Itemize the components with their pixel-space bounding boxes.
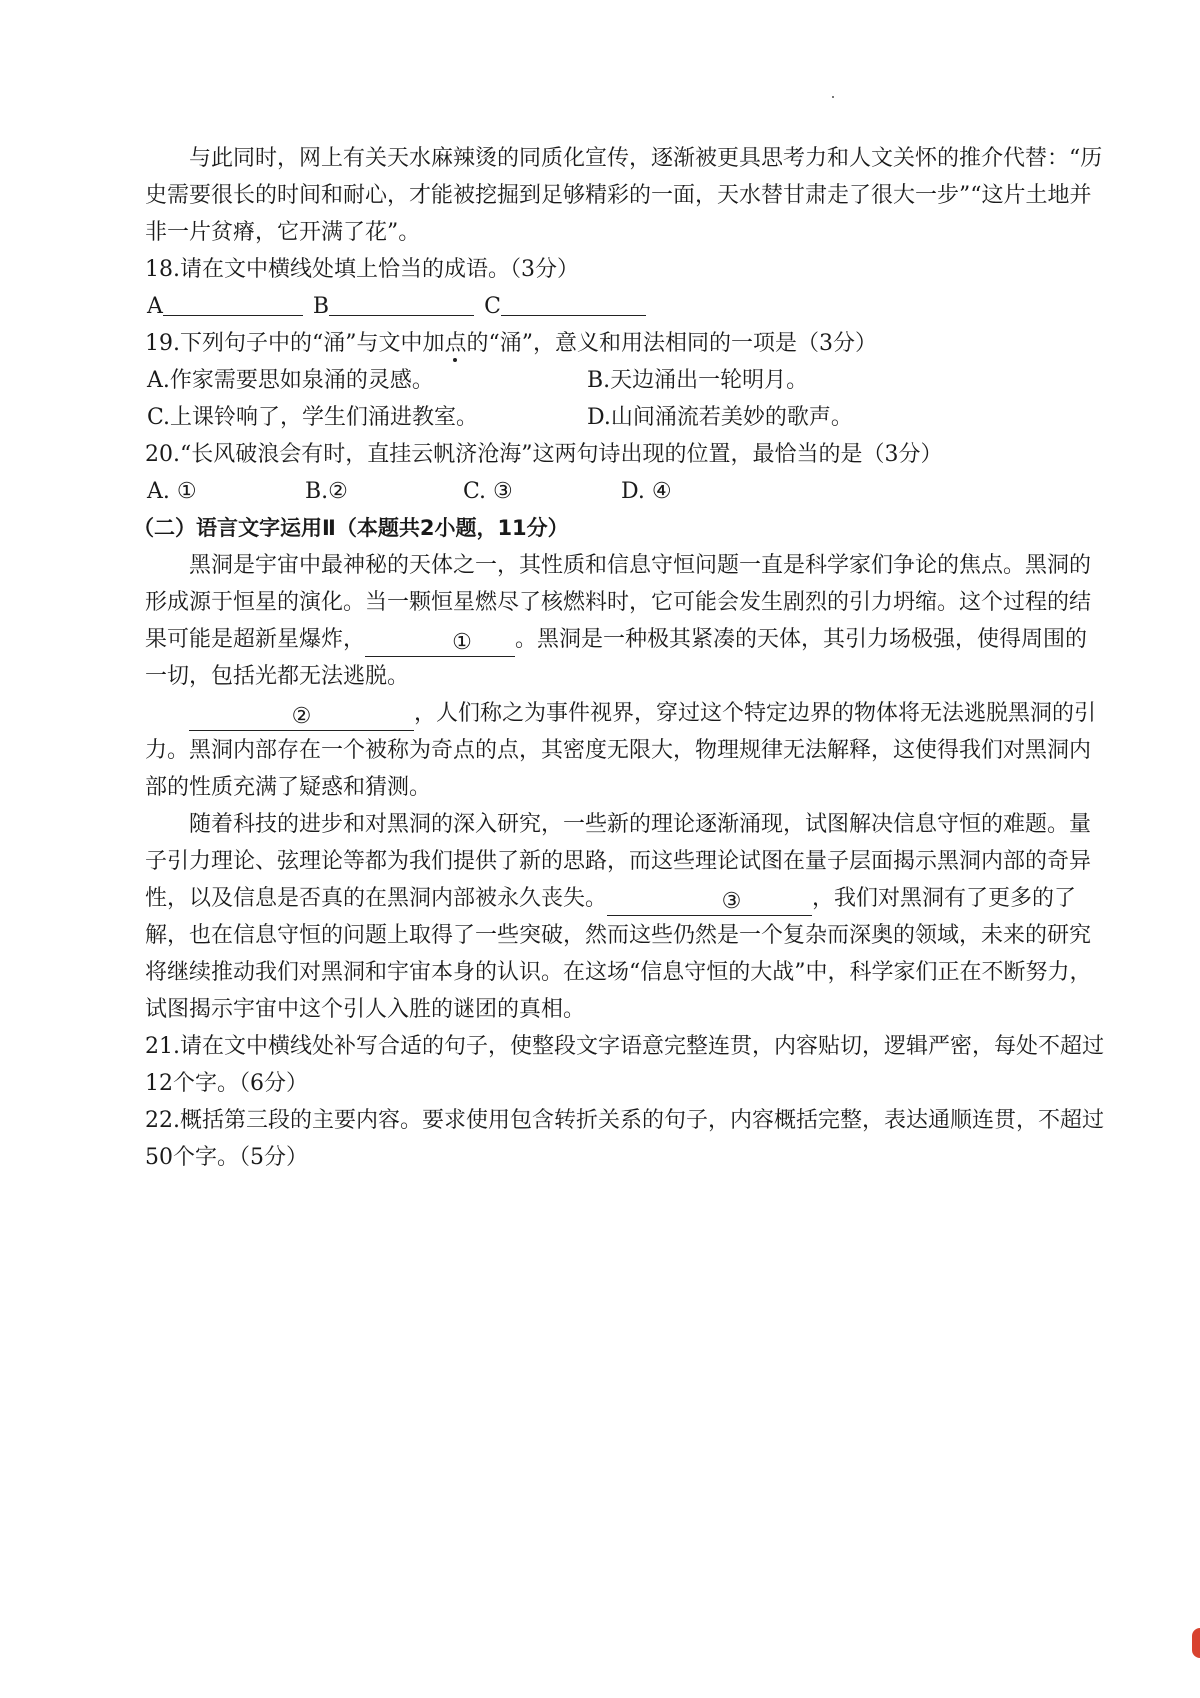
question-18-blanks bbox=[145, 288, 1105, 325]
fill-blank-3[interactable]: ③ bbox=[607, 889, 812, 916]
page-edge-mark bbox=[1192, 1628, 1200, 1658]
option-d[interactable]: D.山间涌流若美妙的歌声。 bbox=[587, 405, 853, 430]
option-a[interactable]: A. ① bbox=[147, 479, 197, 504]
exam-page bbox=[133, 140, 1105, 1176]
passage-paragraph-2: ② ，人们称之为事件视界，穿过这个特定边界的物体将无法逃脱黑洞的引力。黑洞内部存在一个被称为奇点的点，其密度无限大，物理规律无法解释，这使得我们对黑洞内部的性质充满了疑惑和猜测。 bbox=[145, 701, 1097, 800]
option-c[interactable]: C.上课铃响了，学生们涌进教室。 bbox=[147, 405, 479, 430]
emphasis-dot-char: 点 bbox=[444, 331, 467, 356]
answer-blank-c[interactable]: C bbox=[484, 288, 646, 325]
section-heading: （二）语言文字运用Ⅱ（本题共2小题，11分） bbox=[133, 516, 569, 540]
question-21-stem: 21.请在文中横线处补写合适的句子，使整段文字语意完整连贯，内容贴切，逻辑严密，每处不超过12个字。（6分） bbox=[145, 1034, 1104, 1096]
question-20-options bbox=[145, 473, 1105, 510]
scan-speck bbox=[832, 96, 834, 98]
fill-blank-2[interactable]: ② bbox=[189, 704, 414, 731]
question-19-stem: 19.下列句子中的“涌”与文中加点的“涌”，意义和用法相同的一项是（3分） bbox=[145, 331, 877, 356]
intro-paragraph: 与此同时，网上有关天水麻辣烫的同质化宣传，逐渐被更具思考力和人文关怀的推介代替：“历史需要很长的时间和耐心，才能被挖掘到足够精彩的一面，天水替甘肃走了很大一步”“这片土地并非一片贫瘠，它开满了花”。 bbox=[145, 146, 1103, 245]
passage-paragraph-3: 随着科技的进步和对黑洞的深入研究，一些新的理论逐渐涌现，试图解决信息守恒的难题。量子引力理论、弦理论等都为我们提供了新的思路，而这些理论试图在量子层面揭示黑洞内部的奇异性，以及信息是否真的在黑洞内部被永久丧失。 ③ ，我们对黑洞有了更多的了解，也在信息守恒的问题上取得了一些突破，然而这些仍然是一个复杂而深奥的领域，未来的研究将继续推动我们对黑洞和宇宙本身的认识。在这场“信息守恒的大战”中，科学家们正在不断努力，试图揭示宇宙中这个引人入胜的谜团的真相。 bbox=[145, 812, 1092, 1022]
answer-blank-a[interactable]: A bbox=[147, 288, 303, 325]
answer-blank-b[interactable]: B bbox=[313, 288, 474, 325]
option-b[interactable]: B.天边涌出一轮明月。 bbox=[587, 368, 809, 393]
question-22-stem: 22.概括第三段的主要内容。要求使用包含转折关系的句子，内容概括完整，表达通顺连贯，不超过50个字。（5分） bbox=[145, 1108, 1104, 1170]
option-a[interactable]: A.作家需要思如泉涌的灵感。 bbox=[147, 368, 434, 393]
question-20-stem: 20.“长风破浪会有时，直挂云帆济沧海”这两句诗出现的位置，最恰当的是（3分） bbox=[145, 442, 943, 467]
question-19-options bbox=[145, 362, 1105, 436]
question-18-stem: 18.请在文中横线处填上恰当的成语。（3分） bbox=[145, 257, 579, 282]
option-c[interactable]: C. ③ bbox=[463, 479, 513, 504]
option-b[interactable]: B.② bbox=[305, 479, 348, 504]
fill-blank-1[interactable]: ① bbox=[365, 630, 515, 657]
passage-paragraph-1: 黑洞是宇宙中最神秘的天体之一，其性质和信息守恒问题一直是科学家们争论的焦点。黑洞的形成源于恒星的演化。当一颗恒星燃尽了核燃料时，它可能会发生剧烈的引力坍缩。这个过程的结果可能是超新星爆炸， ① 。黑洞是一种极其紧凑的天体，其引力场极强，使得周围的一切，包括光都无法逃脱。 bbox=[145, 553, 1092, 689]
option-d[interactable]: D. ④ bbox=[621, 479, 672, 504]
